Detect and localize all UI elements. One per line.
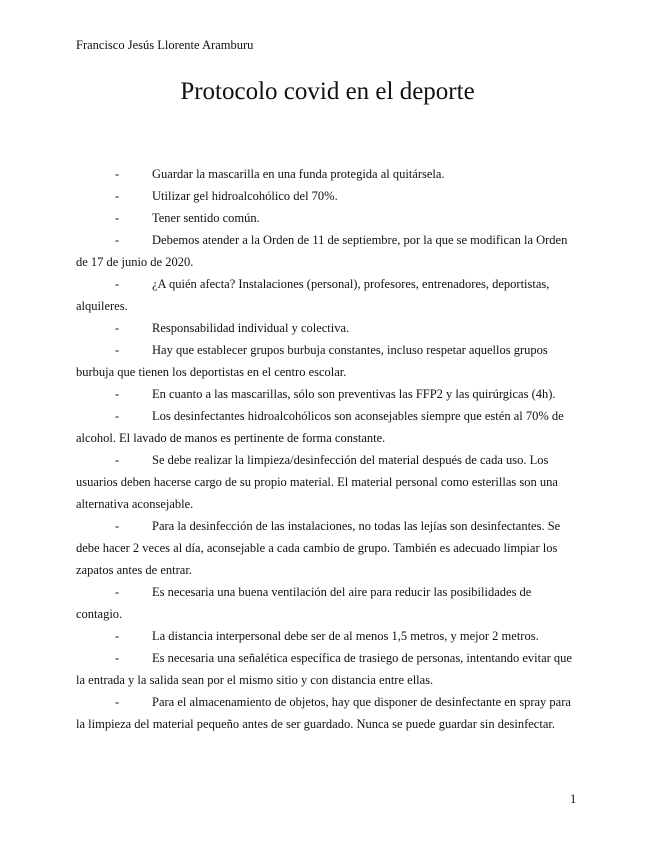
list-item-text: Para la desinfección de las instalaciones, no todas las lejías son desinfectantes. Se debe hacer 2 veces al día, aconsejable a cada cambio de grupo. También es adecuado limpiar los zapatos antes de entrar. bbox=[76, 519, 561, 577]
list-item bbox=[76, 383, 578, 405]
list-item bbox=[76, 625, 578, 647]
bullet-dash: - bbox=[115, 519, 120, 533]
author-name: Francisco Jesús Llorente Aramburu bbox=[76, 38, 254, 52]
bullet-dash: - bbox=[115, 211, 120, 225]
list-item bbox=[76, 229, 578, 273]
bullet-dash: - bbox=[115, 651, 120, 665]
list-item bbox=[76, 207, 578, 229]
list-item-text: Es necesaria una señalética específica de trasiego de personas, intentando evitar que la entrada y la salida sean por el mismo sitio y con distancia entre ellas. bbox=[76, 651, 572, 687]
bullet-dash: - bbox=[115, 629, 120, 643]
bullet-dash: - bbox=[115, 343, 120, 357]
list-item-text: Tener sentido común. bbox=[152, 211, 260, 225]
list-item-text: Se debe realizar la limpieza/desinfección del material después de cada uso. Los usuarios deben hacerse cargo de su propio material. El material personal como esterillas son una alternativa aconsejable. bbox=[76, 453, 558, 511]
bullet-dash: - bbox=[115, 453, 120, 467]
list-item-text: ¿A quién afecta? Instalaciones (personal), profesores, entrenadores, deportistas, alquileres. bbox=[76, 277, 550, 313]
list-item bbox=[76, 581, 578, 625]
bullet-dash: - bbox=[115, 277, 120, 291]
list-item bbox=[76, 405, 578, 449]
bullet-dash: - bbox=[115, 233, 120, 247]
bullet-dash: - bbox=[115, 167, 120, 181]
list-item-text: Debemos atender a la Orden de 11 de septiembre, por la que se modifican la Orden de 17 de junio de 2020. bbox=[76, 233, 568, 269]
list-item-text: Hay que establecer grupos burbuja constantes, incluso respetar aquellos grupos burbuja que tienen los deportistas en el centro escolar. bbox=[76, 343, 548, 379]
list-item-text: Responsabilidad individual y colectiva. bbox=[152, 321, 350, 335]
page-number: 1 bbox=[570, 792, 577, 806]
bullet-dash: - bbox=[115, 695, 120, 709]
bullet-dash: - bbox=[115, 585, 120, 599]
list-item-text: Para el almacenamiento de objetos, hay que disponer de desinfectante en spray para la limpieza del material pequeño antes de ser guardado. Nunca se puede guardar sin desinfectar. bbox=[76, 695, 571, 731]
list-item-text: En cuanto a las mascarillas, sólo son preventivas las FFP2 y las quirúrgicas (4h). bbox=[152, 387, 556, 401]
bullet-dash: - bbox=[115, 321, 120, 335]
list-item-text: Guardar la mascarilla en una funda protegida al quitársela. bbox=[152, 167, 445, 181]
list-item-text: Es necesaria una buena ventilación del aire para reducir las posibilidades de contagio. bbox=[76, 585, 532, 621]
list-item bbox=[76, 647, 578, 691]
list-item bbox=[76, 163, 578, 185]
list-item bbox=[76, 185, 578, 207]
protocol-list bbox=[76, 163, 578, 735]
bullet-dash: - bbox=[115, 189, 120, 203]
list-item bbox=[76, 339, 578, 383]
list-item-text: Utilizar gel hidroalcohólico del 70%. bbox=[152, 189, 338, 203]
list-item-text: La distancia interpersonal debe ser de al menos 1,5 metros, y mejor 2 metros. bbox=[152, 629, 539, 643]
list-item bbox=[76, 691, 578, 735]
bullet-dash: - bbox=[115, 387, 120, 401]
document-title: Protocolo covid en el deporte bbox=[180, 78, 475, 105]
list-item-text: Los desinfectantes hidroalcohólicos son aconsejables siempre que estén al 70% de alcohol. El lavado de manos es pertinente de forma constante. bbox=[76, 409, 564, 445]
bullet-dash: - bbox=[115, 409, 120, 423]
list-item bbox=[76, 317, 578, 339]
list-item bbox=[76, 515, 578, 581]
list-item bbox=[76, 273, 578, 317]
list-item bbox=[76, 449, 578, 515]
